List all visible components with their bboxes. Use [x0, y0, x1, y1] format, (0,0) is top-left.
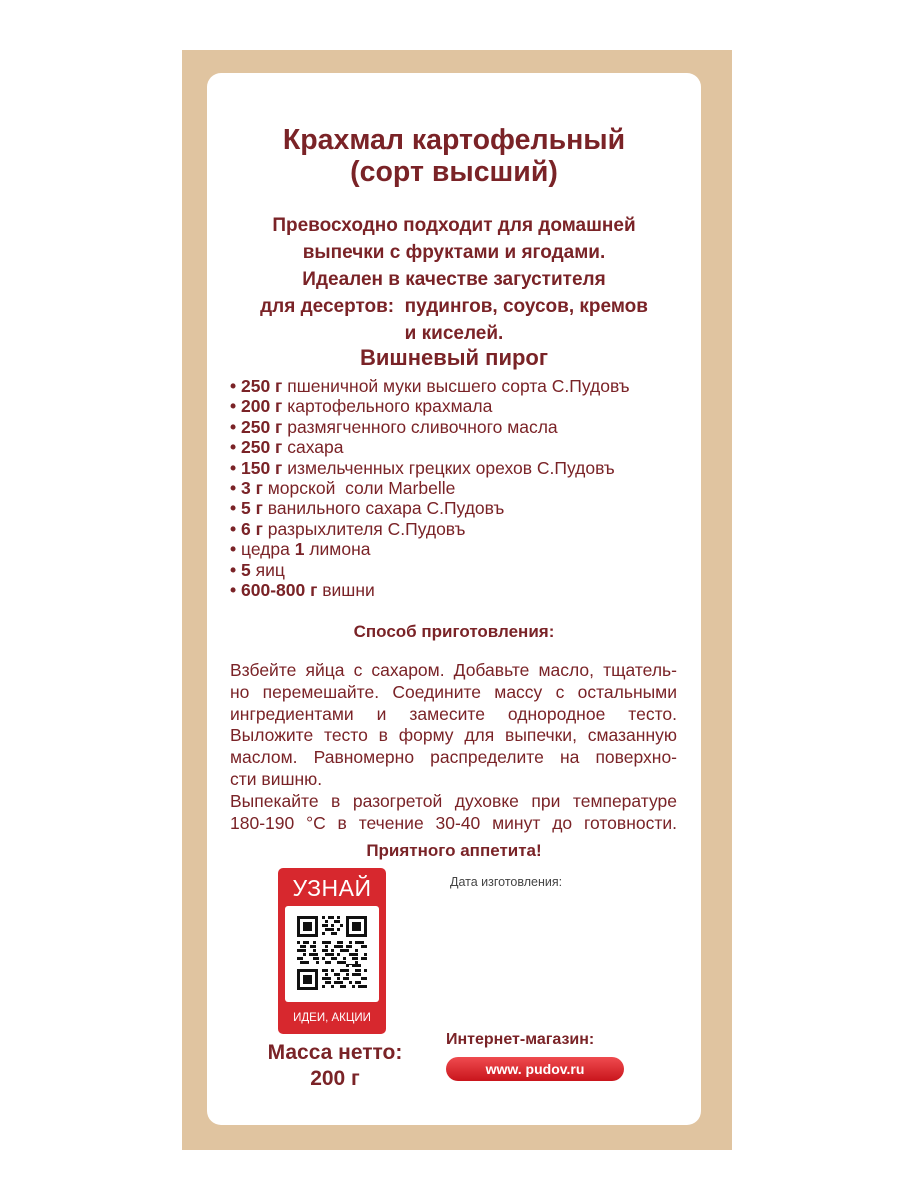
- method-title: Способ приготовления:: [353, 622, 555, 641]
- method-line: но перемешайте. Соедините массу с остальными: [230, 681, 677, 702]
- ingredient-item: • 150 г измельченных грецких орехов С.Пудовъ: [230, 457, 615, 478]
- description-line: для десертов: пудингов, соусов, кремов: [260, 296, 648, 317]
- description-line: и киселей.: [404, 323, 504, 344]
- ingredient-item: • 6 г разрыхлителя С.Пудовъ: [230, 518, 466, 539]
- method-line: Выпекайте в разогретой духовке при температуре: [230, 790, 677, 811]
- method-line: Выложите тесто в форму для выпечки, смазанную: [230, 725, 677, 746]
- net-weight-label: Масса нетто:: [267, 1041, 403, 1064]
- ingredient-item: • 250 г размягченного сливочного масла: [230, 416, 558, 437]
- description-line: Превосходно подходит для домашней: [272, 215, 636, 236]
- ingredient-item: • 250 г пшеничной муки высшего сорта С.Пудовъ: [230, 376, 630, 396]
- description-line: Идеален в качестве загустителя: [302, 269, 606, 290]
- product-title-line-1: Крахмал картофельный: [282, 124, 626, 156]
- closing-text: Приятного аппетита!: [366, 841, 542, 860]
- ingredient-item: • 250 г сахара: [230, 437, 344, 458]
- qr-code-icon: [285, 906, 379, 1002]
- shop-url-button[interactable]: www. pudov.ru: [446, 1057, 624, 1081]
- ingredient-list: [230, 376, 690, 600]
- product-title: [207, 124, 701, 188]
- qr-bottom-text: ИДЕИ, АКЦИИ: [293, 1012, 371, 1024]
- production-date-label: Дата изготовления:: [450, 875, 563, 889]
- qr-badge[interactable]: [278, 868, 386, 1034]
- description-line: выпечки с фруктами и ягодами.: [302, 242, 606, 263]
- method-line: сти вишню.: [230, 768, 323, 789]
- ingredient-item: • 3 г морской соли Marbelle: [230, 478, 456, 499]
- ingredient-item: • 5 яиц: [230, 559, 285, 580]
- recipe-title: Вишневый пирог: [359, 345, 549, 370]
- net-weight: [240, 1040, 430, 1092]
- net-weight-value: 200 г: [310, 1067, 360, 1090]
- method-line: ингредиентами и замесите однородное тесто.: [230, 703, 677, 724]
- method-line: 180-190 °С в течение 30-40 минут до готовности.: [230, 812, 677, 833]
- product-description: [207, 212, 701, 347]
- ingredient-item: • цедра 1 лимона: [230, 539, 371, 560]
- product-title-line-2: (сорт высший): [350, 156, 558, 188]
- method-line: маслом. Равномерно распределите на поверхно-: [230, 747, 677, 768]
- ingredient-item: • 200 г картофельного крахмала: [230, 396, 493, 417]
- online-shop-label: Интернет-магазин:: [446, 1031, 595, 1048]
- qr-top-text: УЗНАЙ: [292, 875, 372, 901]
- method-text: [230, 660, 677, 834]
- method-line: Взбейте яйца с сахаром. Добавьте масло, тщатель-: [230, 660, 677, 680]
- ingredient-item: • 600-800 г вишни: [230, 580, 375, 601]
- qr-code-graphic: [285, 906, 379, 1002]
- ingredient-item: • 5 г ванильного сахара С.Пудовъ: [230, 498, 505, 519]
